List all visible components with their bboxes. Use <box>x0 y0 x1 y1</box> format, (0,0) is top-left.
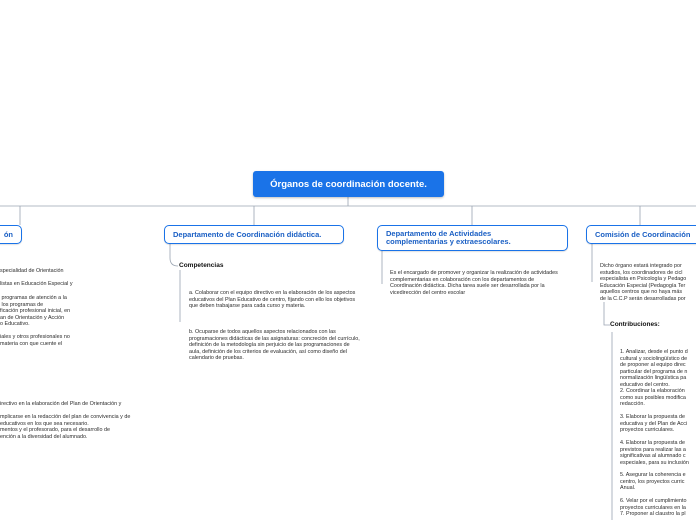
contribucion-4: 4. Elaborar la propuesta de previstos para realizar las a significativas al alumnado c especiales, para su inclusión <box>620 440 689 466</box>
branch-actividades-title: Departamento de Actividades complementarias y extraescolares. <box>386 228 511 246</box>
branch-didactica[interactable] <box>164 225 344 244</box>
left-text-1: specialidad de Orientación <box>0 268 64 274</box>
contribucion-1: 1. Analizar, desde el punto d cultural y sociolingüístico de de proponer al equipo direc particular del programa de n normalización lingüística pa educativo del centro. <box>620 349 688 388</box>
contribuciones-label[interactable]: Contribuciones: <box>610 321 660 328</box>
contribucion-2: 2. Coordinar la elaboración como sus posibles modifica redacción. <box>620 388 686 408</box>
left-text-2: listas en Educación Especial y <box>0 281 73 287</box>
left-text-4: iales y otros profesionales no materia con que cuente el <box>0 334 70 347</box>
branch-didactica-title: Departamento de Coordinación didáctica. <box>173 230 322 239</box>
branch-left-title: ón <box>3 230 13 239</box>
left-text-3: programas de atención a la los programas de ficación profesional inicial, en an de Orientación y Acción o Educativo. <box>0 295 71 328</box>
root-node[interactable] <box>253 171 444 197</box>
branch-comision-title: Comisión de Coordinación <box>595 230 691 239</box>
branch-comision[interactable] <box>586 225 696 244</box>
competencia-b: b. Ocuparse de todos aquellos aspectos relacionados con las programaciones didácticas de las asignaturas: concreción del currículo, definición de la metodología sin perjuicio de las programaciones de aula, definición de los criterios de evaluación, así como diseño del calendario de pruebas. <box>189 329 360 362</box>
competencias-label[interactable]: Competencias <box>179 262 224 269</box>
contribucion-6: 6. Velar por el cumplimiento proyectos curriculares en la 7. Proponer al claustro la pl <box>620 498 687 518</box>
branch-left-orientacion[interactable] <box>0 225 22 244</box>
left-text-6: mplicarse en la redacción del plan de convivencia y de educativos en los que sea necesario. mentos y el profesorado, para el desarrollo de ención a la diversidad del alumnado. <box>0 414 131 440</box>
comision-intro: Dicho órgano estará integrado por estudios, los coordinadores de cicl especialista en Psicología y Pedago Educación Especial (Pedagogía Ter aquellos centros que no haya más de la C.C.P serán desarrolladas por <box>600 263 687 302</box>
root-title: Órganos de coordinación docente. <box>270 178 427 190</box>
link-competencias <box>170 244 178 266</box>
actividades-description: Es el encargado de promover y organizar la realización de actividades complementarias en colaboración con los departamentos de Coordinación didáctica. Dicha tarea suele ser desarrollada por la vicedirección del centro escolar <box>390 270 558 296</box>
left-text-5: irectivo en la elaboración del Plan de Orientación y <box>0 401 122 407</box>
competencia-a: a. Colaborar con el equipo directivo en la elaboración de los aspectos educativos del Plan Educativo de centro, fijando con ello los objetivos que deben trabajarse para cada curso y materia. <box>189 290 356 310</box>
contribucion-5: 5. Asegurar la coherencia e centro, los proyectos curric Anual. <box>620 472 686 492</box>
branch-actividades[interactable] <box>377 225 568 251</box>
contribucion-3: 3. Elaborar la propuesta de educativa y del Plan de Acci proyectos curriculares. <box>620 414 688 434</box>
